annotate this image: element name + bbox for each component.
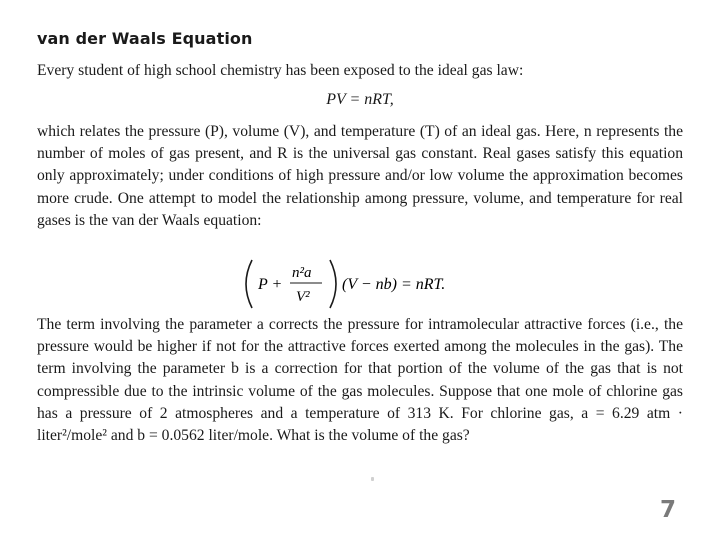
- eq2-numerator: n²a: [292, 265, 312, 281]
- van-der-waals-equation: [242, 258, 482, 310]
- scan-speck: [371, 477, 374, 481]
- ideal-gas-law-equation: PV = nRT,: [326, 91, 394, 108]
- page-number: 7: [660, 497, 677, 523]
- ideal-gas-explanation-paragraph: which relates the pressure (P), volume (V), and temperature (T) of an ideal gas. Here, n represents the number of moles of gas present, and R is the universal gas constant. Real gases satisfy this equation only approximately; under conditions of high pressure and/or low volume the approximation becomes more crude. One attempt to model the relationship among pressure, volume, and temperature for real gases is the van der Waals equation:: [37, 123, 683, 229]
- intro-paragraph: Every student of high school chemistry has been exposed to the ideal gas law:: [37, 62, 524, 79]
- eq2-denominator: V²: [296, 289, 310, 305]
- eq2-right-term: (V − nb) = nRT.: [342, 276, 446, 293]
- parameter-explanation-paragraph: The term involving the parameter a corrects the pressure for intramolecular attractive forces (i.e., the pressure would be higher if not for the attractive forces exerted among the molecules in the gas). The term involving the parameter b is a correction for that portion of the volume of the gas that is not compressible due to the intrinsic volume of the gas molecules. Suppose that one mole of chlorine gas has a pressure of 2 atmospheres and a temperature of 313 K. For chlorine gas, a = 6.29 atm · liter²/mole² and b = 0.0562 liter/mole. What is the volume of the gas?: [37, 316, 683, 445]
- eq2-left-term: P +: [258, 276, 283, 293]
- section-title: van der Waals Equation: [37, 29, 253, 48]
